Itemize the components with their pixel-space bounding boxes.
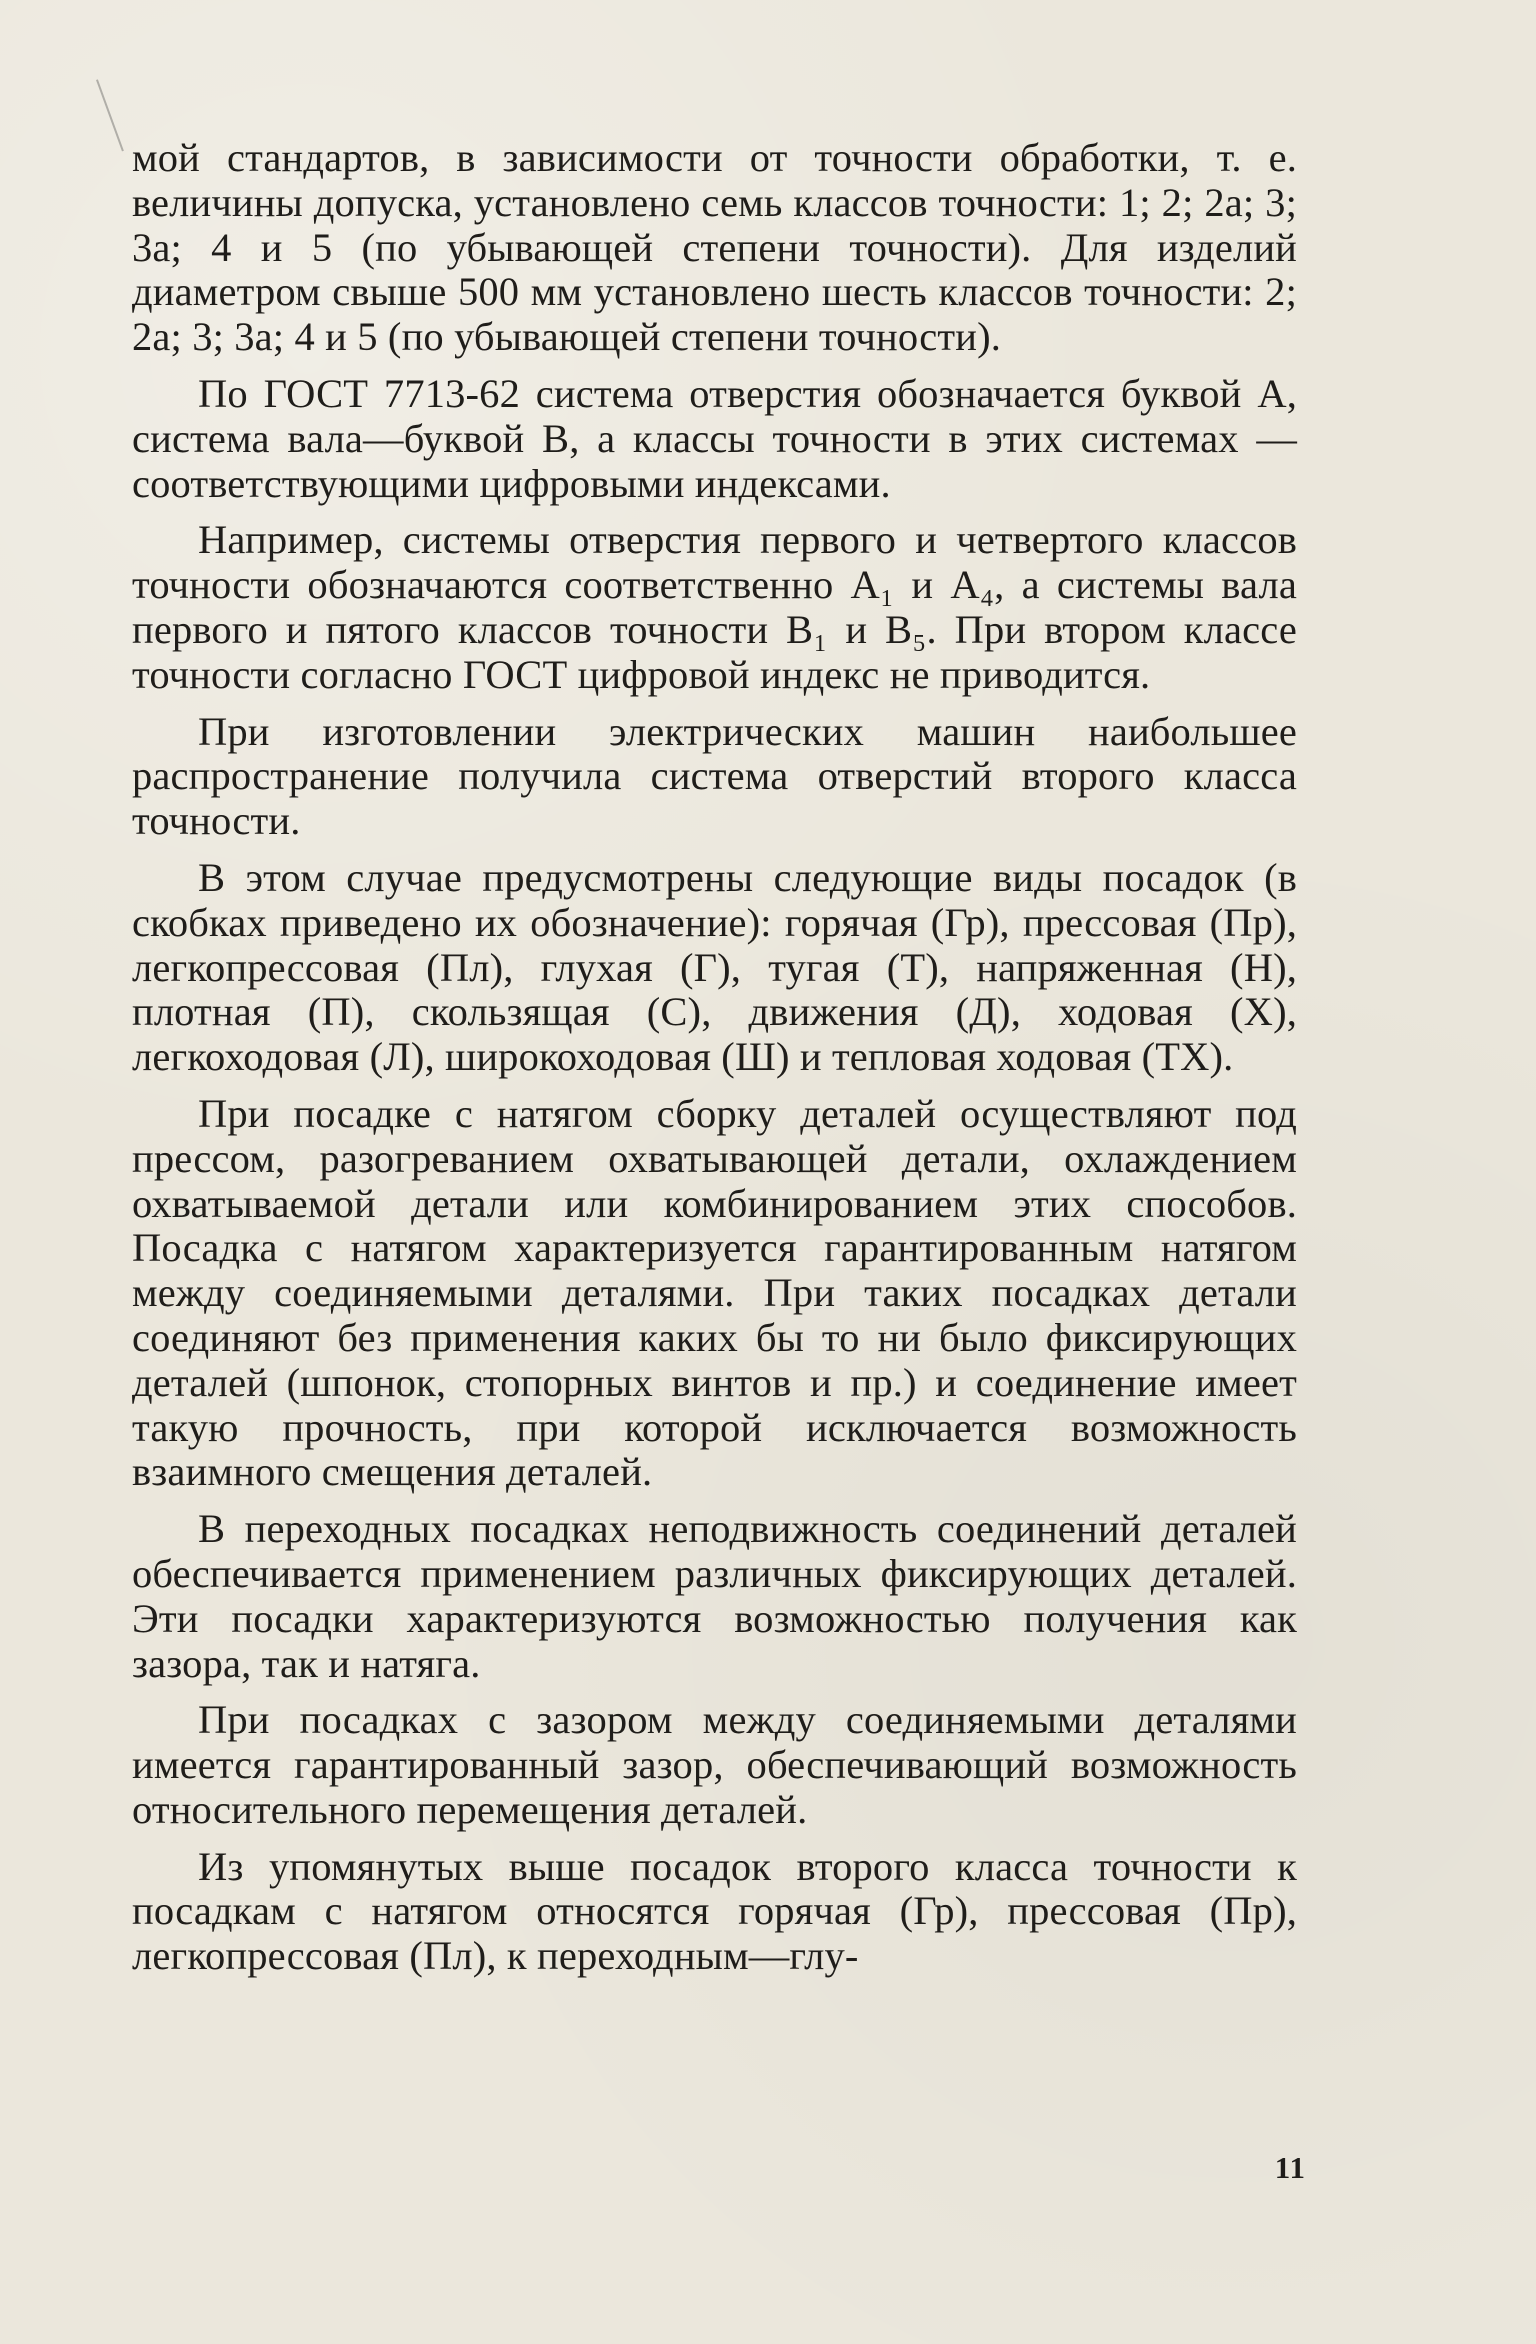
page-number: 11 [1274, 2150, 1306, 2185]
paragraph-6: При посадке с натягом сборку деталей осуществляют под прессом, разогреванием охватывающей детали, охлаждением охватываемой детали или комбинированием этих способов. Посадка с натягом характеризуется гарантированным натягом между соединяемыми деталями. При таких посадках детали соединяют без применения каких бы то ни было фиксирующих деталей (шпонок, стопорных винтов и пр.) и соединение имеет такую прочность, при которой исключается возможность взаимного смещения деталей. [132, 1090, 1297, 1495]
paragraph-8: При посадках с зазором между соединяемыми деталями имеется гарантированный зазор, обеспечивающий возможность относительного перемещения деталей. [132, 1697, 1297, 1832]
page-edge-mark [96, 79, 124, 151]
paragraph-1: мой стандартов, в зависимости от точности обработки, т. е. величины допуска, установлено семь классов точности: 1; 2; 2а; 3; 3а; 4 и 5 (по убывающей степени точности). Для изделий диаметром свыше 500 мм установлено шесть классов точности: 2; 2а; 3; 3а; 4 и 5 (по убывающей степени точности). [132, 135, 1297, 360]
paragraph-3: Например, системы отверстия первого и четвертого классов точности обозначаются соответственно А₁ и А₄, а системы вала первого и пятого классов точности В₁ и В₅. При втором классе точности согласно ГОСТ цифровой индекс не приводится. [132, 517, 1297, 697]
page-text [132, 136, 1297, 1991]
paragraph-7: В переходных посадках неподвижность соединений деталей обеспечивается применением различных фиксирующих деталей. Эти посадки характеризуются возможностью получения как зазора, так и натяга. [132, 1506, 1297, 1686]
paragraph-9: Из упомянутых выше посадок второго класса точности к посадкам с натягом относятся горячая (Гр), прессовая (Пр), легкопрессовая (Пл), к переходным—глу- [132, 1843, 1297, 1979]
paragraph-2: По ГОСТ 7713-62 система отверстия обозначается буквой А, система вала—буквой В, а классы точности в этих системах — соответствующими цифровыми индексами. [132, 370, 1297, 506]
paragraph-4: При изготовлении электрических машин наибольшее распространение получила система отверстий второго класса точности. [132, 708, 1297, 844]
paragraph-5: В этом случае предусмотрены следующие виды посадок (в скобках приведено их обозначение): горячая (Гр), прессовая (Пр), легкопрессовая (Пл), глухая (Г), тугая (Т), напряженная (Н), плотная (П), скользящая (С), движения (Д), ходовая (Х), легкоходовая (Л), широкоходовая (Ш) и тепловая ходовая (ТХ). [132, 854, 1297, 1080]
